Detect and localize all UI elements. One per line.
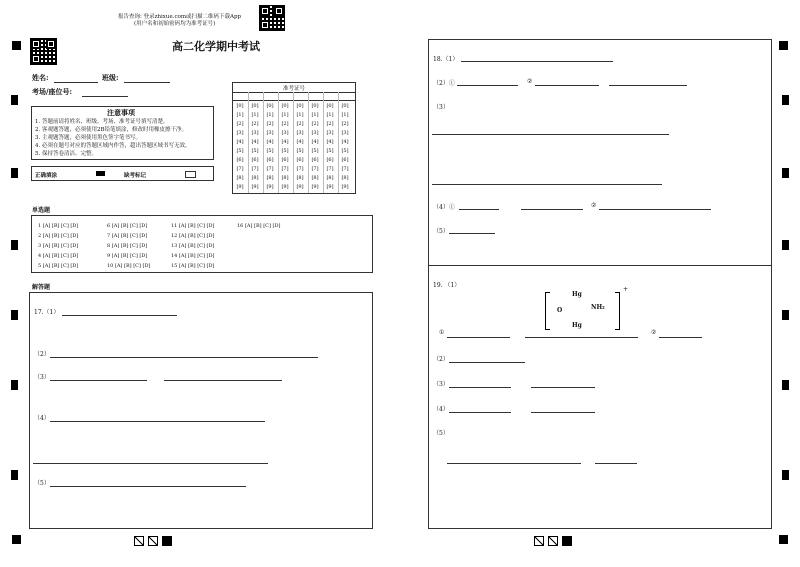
exam-digit-bubble[interactable]: [3]	[311, 130, 319, 136]
choice-question-12[interactable]: 12 [A] [B] [C] [D]	[171, 233, 215, 239]
exam-digit-bubble[interactable]: [2]	[251, 121, 259, 127]
q18-4-line-a[interactable]	[459, 209, 499, 210]
exam-digit-bubble[interactable]: [4]	[326, 139, 334, 145]
choice-question-14[interactable]: 14 [A] [B] [C] [D]	[171, 253, 215, 259]
exam-digit-bubble[interactable]: [6]	[311, 157, 319, 163]
q19-4-line-a[interactable]	[449, 412, 511, 413]
exam-digit-bubble[interactable]: [5]	[341, 148, 349, 154]
exam-digit-bubble[interactable]: [5]	[296, 148, 304, 154]
exam-digit-bubble[interactable]: [6]	[341, 157, 349, 163]
q17-1-line[interactable]	[62, 315, 177, 316]
exam-digit-bubble[interactable]: [4]	[266, 139, 274, 145]
exam-digit-bubble[interactable]: [3]	[281, 130, 289, 136]
q18-4b-label: ②	[591, 202, 597, 209]
exam-digit-bubble[interactable]: [8]	[311, 175, 319, 181]
exam-digit-bubble[interactable]: [1]	[311, 112, 319, 118]
timing-mark	[11, 240, 18, 250]
corner-mark	[779, 535, 788, 544]
q19-5-line-b[interactable]	[595, 463, 637, 464]
exam-digit-bubble[interactable]: [6]	[251, 157, 259, 163]
exam-digit-bubble[interactable]: [8]	[341, 175, 349, 181]
exam-digit-bubble[interactable]: [9]	[341, 184, 349, 190]
notice-box	[31, 106, 214, 160]
exam-digit-bubble[interactable]: [2]	[281, 121, 289, 127]
exam-digit-bubble[interactable]: [4]	[341, 139, 349, 145]
choice-question-4[interactable]: 4 [A] [B] [C] [D]	[38, 253, 79, 259]
exam-digit-bubble[interactable]: [0]	[341, 103, 349, 109]
page-code-mark	[534, 536, 544, 546]
exam-digit-bubble[interactable]: [5]	[311, 148, 319, 154]
q19-2-label: （2）	[433, 356, 449, 363]
notice-item: 1. 答题前请将姓名、班级、考场、准考证号填写清楚。	[35, 119, 169, 125]
exam-digit-bubble[interactable]: [4]	[251, 139, 259, 145]
exam-digit-bubble[interactable]: [1]	[326, 112, 334, 118]
q18-1-line[interactable]	[461, 61, 613, 62]
exam-digit-bubble[interactable]: [7]	[296, 166, 304, 172]
exam-digit-bubble[interactable]: [6]	[326, 157, 334, 163]
q17-label: 17.（1）	[34, 309, 60, 316]
q19-5-line-a[interactable]	[447, 463, 581, 464]
exam-digit-bubble[interactable]: [9]	[266, 184, 274, 190]
timing-mark	[782, 310, 789, 320]
timing-mark	[11, 168, 18, 178]
timing-mark	[11, 95, 18, 105]
exam-digit-bubble[interactable]: [5]	[251, 148, 259, 154]
exam-digit-bubble[interactable]: [7]	[236, 166, 244, 172]
q18-2-line-b[interactable]	[535, 85, 599, 86]
exam-digit-bubble[interactable]: [5]	[236, 148, 244, 154]
exam-digit-bubble[interactable]: [6]	[281, 157, 289, 163]
exam-digit-bubble[interactable]: [3]	[236, 130, 244, 136]
timing-mark	[782, 168, 789, 178]
name-field[interactable]	[54, 82, 98, 83]
exam-digit-bubble[interactable]: [2]	[311, 121, 319, 127]
q18-2-line-a[interactable]	[457, 85, 518, 86]
name-label: 姓名:	[32, 73, 49, 82]
notice-item: 5. 保持答卷清洁、完整。	[35, 151, 97, 157]
exam-digit-bubble[interactable]: [7]	[326, 166, 334, 172]
exam-digit-bubble[interactable]: [4]	[296, 139, 304, 145]
header-qr-code	[259, 5, 285, 31]
q17-4-line-a[interactable]	[50, 421, 265, 422]
timing-mark	[782, 95, 789, 105]
q17-2-line[interactable]	[50, 357, 318, 358]
exam-digit-bubble[interactable]: [8]	[266, 175, 274, 181]
exam-digit-bubble[interactable]: [2]	[326, 121, 334, 127]
choice-question-2[interactable]: 2 [A] [B] [C] [D]	[38, 233, 79, 239]
exam-digit-bubble[interactable]: [0]	[266, 103, 274, 109]
exam-digit-bubble[interactable]: [5]	[326, 148, 334, 154]
q18-5-line[interactable]	[449, 233, 495, 234]
q18-answer-area	[428, 39, 772, 266]
exam-digit-bubble[interactable]: [8]	[281, 175, 289, 181]
formula-o: O	[557, 307, 563, 314]
seat-label: 考场/座位号:	[32, 87, 73, 96]
exam-digit-bubble[interactable]: [1]	[251, 112, 259, 118]
page-code-mark	[134, 536, 144, 546]
exam-digit-bubble[interactable]: [4]	[281, 139, 289, 145]
q19-1-line-a[interactable]	[447, 337, 510, 338]
exam-digit-bubble[interactable]: [7]	[281, 166, 289, 172]
exam-digit-bubble[interactable]: [0]	[296, 103, 304, 109]
q19-3-label: （3）	[433, 381, 449, 388]
absent-mark-checkbox[interactable]	[185, 171, 196, 178]
notice-item: 3. 主观题答题，必须使用黑色签字笔书写。	[35, 135, 141, 141]
q17-answer-area	[29, 292, 373, 529]
exam-digit-bubble[interactable]: [8]	[236, 175, 244, 181]
exam-digit-bubble[interactable]: [6]	[236, 157, 244, 163]
exam-digit-bubble[interactable]: [7]	[266, 166, 274, 172]
timing-mark	[11, 310, 18, 320]
q18-3-line-b[interactable]	[432, 184, 662, 185]
choice-question-1[interactable]: 1 [A] [B] [C] [D]	[38, 223, 79, 229]
q18-5-label: （5）	[433, 228, 449, 235]
correct-fill-label: 正确填涂	[35, 173, 58, 179]
corner-mark	[779, 41, 788, 50]
q17-3-line-a[interactable]	[50, 380, 147, 381]
q19-3-line-b[interactable]	[531, 387, 595, 388]
notice-item: 2. 客观题答题，必须使用2B铅笔填涂，修改时用橡皮擦干净。	[35, 127, 188, 133]
exam-number-grid	[232, 82, 356, 194]
q19-answer-area	[428, 265, 772, 529]
exam-digit-bubble[interactable]: [8]	[326, 175, 334, 181]
q18-4-label: （4）①	[433, 204, 455, 211]
exam-digit-bubble[interactable]: [3]	[326, 130, 334, 136]
q17-2-label: （2）	[34, 351, 50, 358]
exam-digit-bubble[interactable]: [3]	[341, 130, 349, 136]
q18-label: 18.（1）	[433, 56, 459, 63]
q17-3-label: （3）	[34, 374, 50, 381]
class-label: 班级:	[102, 73, 119, 82]
choice-question-3[interactable]: 3 [A] [B] [C] [D]	[38, 243, 79, 249]
report-notice-line2: (用户名和初始密码均为准考证号)	[134, 21, 216, 27]
q19-3-line-a[interactable]	[449, 387, 511, 388]
seat-field[interactable]	[82, 96, 128, 97]
formula-charge: +	[623, 286, 629, 293]
exam-digit-bubble[interactable]: [1]	[281, 112, 289, 118]
exam-digit-bubble[interactable]: [8]	[296, 175, 304, 181]
exam-digit-bubble[interactable]: [8]	[251, 175, 259, 181]
q18-2-line-c[interactable]	[609, 85, 687, 86]
exam-digit-bubble[interactable]: [9]	[281, 184, 289, 190]
q17-4-label: （4）	[34, 415, 50, 422]
timing-mark	[11, 470, 18, 480]
page-code-mark	[162, 536, 172, 546]
exam-number-title: 准考证号	[283, 86, 306, 92]
exam-digit-bubble[interactable]: [3]	[251, 130, 259, 136]
exam-digit-bubble[interactable]: [4]	[311, 139, 319, 145]
q19-1-line-b[interactable]	[525, 337, 638, 338]
q19-4-line-b[interactable]	[531, 412, 595, 413]
page-code-mark	[562, 536, 572, 546]
exam-digit-bubble[interactable]: [1]	[266, 112, 274, 118]
exam-digit-bubble[interactable]: [9]	[296, 184, 304, 190]
q18-2-label: （2）①	[433, 80, 455, 87]
exam-digit-bubble[interactable]: [7]	[341, 166, 349, 172]
class-field[interactable]	[124, 82, 170, 83]
formula-left-bracket	[545, 292, 550, 330]
exam-digit-bubble[interactable]: [1]	[341, 112, 349, 118]
student-qr-code	[30, 38, 57, 65]
timing-mark	[782, 380, 789, 390]
fill-example-box	[31, 166, 214, 181]
exam-digit-bubble[interactable]: [0]	[311, 103, 319, 109]
exam-digit-bubble[interactable]: [9]	[236, 184, 244, 190]
page-code-mark	[548, 536, 558, 546]
exam-digit-bubble[interactable]: [2]	[236, 121, 244, 127]
exam-digit-bubble[interactable]: [2]	[266, 121, 274, 127]
exam-digit-bubble[interactable]: [5]	[281, 148, 289, 154]
exam-digit-bubble[interactable]: [7]	[311, 166, 319, 172]
q19-1b-label: ②	[651, 329, 657, 336]
notice-item: 4. 必须在题号对应的答题区域内作答，超出答题区域书写无效。	[35, 143, 191, 149]
choice-question-15[interactable]: 15 [A] [B] [C] [D]	[171, 263, 215, 269]
q19-label: 19. （1）	[433, 282, 461, 289]
choice-question-8[interactable]: 8 [A] [B] [C] [D]	[107, 243, 148, 249]
exam-digit-bubble[interactable]: [5]	[266, 148, 274, 154]
q19-1-line-c[interactable]	[659, 337, 702, 338]
absent-mark-label: 缺考标记	[124, 173, 147, 179]
choice-question-6[interactable]: 6 [A] [B] [C] [D]	[107, 223, 148, 229]
exam-digit-bubble[interactable]: [3]	[296, 130, 304, 136]
choice-question-7[interactable]: 7 [A] [B] [C] [D]	[107, 233, 148, 239]
q17-4-line-b[interactable]	[33, 463, 268, 464]
q19-4-label: （4）	[433, 406, 449, 413]
q19-5-label: （5）	[433, 430, 449, 437]
q18-4-line-b[interactable]	[521, 209, 583, 210]
exam-digit-bubble[interactable]: [0]	[281, 103, 289, 109]
formula-hg-top: Hg	[572, 291, 582, 298]
formula-hg-bottom: Hg	[572, 322, 582, 329]
exam-digit-bubble[interactable]: [1]	[236, 112, 244, 118]
q19-1a-label: ①	[439, 329, 445, 336]
exam-digit-bubble[interactable]: [7]	[251, 166, 259, 172]
q17-5-line[interactable]	[50, 486, 246, 487]
exam-digit-bubble[interactable]: [0]	[251, 103, 259, 109]
exam-digit-bubble[interactable]: [3]	[266, 130, 274, 136]
exam-digit-bubble[interactable]: [0]	[236, 103, 244, 109]
choice-section-title: 单选题	[32, 207, 51, 214]
notice-title: 注意事项	[107, 108, 135, 117]
choice-question-11[interactable]: 11 [A] [B] [C] [D]	[171, 223, 215, 229]
exam-digit-bubble[interactable]: [9]	[311, 184, 319, 190]
exam-digit-bubble[interactable]: [9]	[326, 184, 334, 190]
choice-question-16[interactable]: 16 [A] [B] [C] [D]	[237, 223, 281, 229]
exam-digit-bubble[interactable]: [0]	[326, 103, 334, 109]
exam-digit-bubble[interactable]: [4]	[236, 139, 244, 145]
choice-answer-box	[31, 215, 373, 273]
exam-digit-bubble[interactable]: [6]	[266, 157, 274, 163]
exam-digit-bubble[interactable]: [1]	[296, 112, 304, 118]
report-notice-line1: 报告查询: 登录zhixue.com或扫描二维码下载App	[118, 14, 242, 20]
exam-digit-bubble[interactable]: [2]	[341, 121, 349, 127]
corner-mark	[12, 535, 21, 544]
corner-mark	[12, 41, 21, 50]
q18-3-label: （3）	[433, 104, 449, 111]
q18-2b-label: ②	[527, 78, 533, 85]
answer-section-title: 解答题	[32, 284, 51, 291]
q19-2-line[interactable]	[449, 362, 525, 363]
choice-question-9[interactable]: 9 [A] [B] [C] [D]	[107, 253, 148, 259]
formula-nh2: NH₂	[591, 304, 605, 311]
choice-question-5[interactable]: 5 [A] [B] [C] [D]	[38, 263, 79, 269]
q17-3-line-b[interactable]	[164, 380, 282, 381]
filled-mark-sample	[96, 171, 105, 176]
timing-mark	[11, 380, 18, 390]
choice-question-10[interactable]: 10 [A] [B] [C] [D]	[107, 263, 151, 269]
q18-4-line-c[interactable]	[599, 209, 711, 210]
timing-mark	[782, 470, 789, 480]
choice-question-13[interactable]: 13 [A] [B] [C] [D]	[171, 243, 215, 249]
timing-mark	[782, 240, 789, 250]
q18-3-line-a[interactable]	[432, 134, 669, 135]
exam-digit-bubble[interactable]: [2]	[296, 121, 304, 127]
q17-5-label: （5）	[34, 480, 50, 487]
formula-right-bracket	[615, 292, 620, 330]
page-title: 高二化学期中考试	[172, 40, 260, 53]
exam-digit-bubble[interactable]: [9]	[251, 184, 259, 190]
exam-digit-bubble[interactable]: [6]	[296, 157, 304, 163]
page-code-mark	[148, 536, 158, 546]
